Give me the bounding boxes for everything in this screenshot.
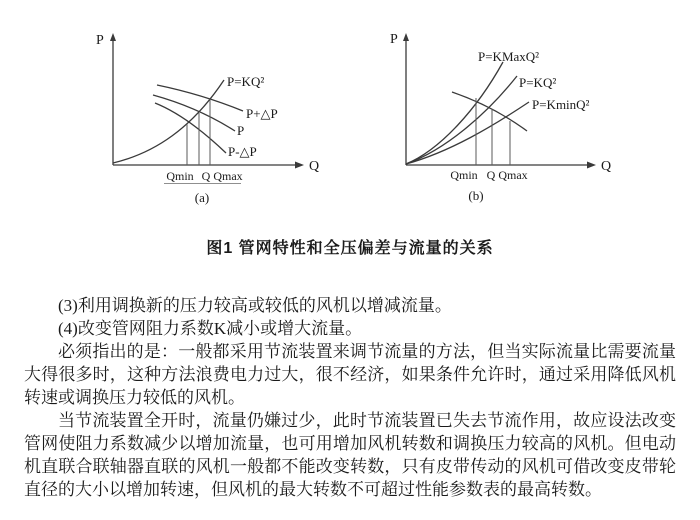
x-axis-label: Q [309, 159, 320, 174]
qmax-tick-label: Qmax [498, 168, 528, 182]
y-axis-label: P [96, 33, 104, 48]
qmin-tick-label: Qmin [166, 169, 194, 183]
qmax-tick-label: Qmax [213, 169, 243, 183]
fan-curve [452, 92, 527, 131]
network-curve-kmax [406, 62, 503, 164]
y-axis-arrow-icon [110, 33, 116, 41]
y-axis-label: P [390, 32, 398, 47]
q-tick-label: Q [201, 169, 211, 183]
kmax-curve-label: P=KMaxQ² [478, 49, 540, 64]
network-characteristic-curve [113, 80, 224, 163]
figure-panel-a [80, 10, 340, 210]
fan-curve-label: P [237, 123, 245, 138]
body-text [24, 294, 676, 501]
fan-plus-curve-label: P+△P [246, 106, 278, 121]
paragraph-full-open-note: 当节流装置全开时，流量仍嫌过少，此时节流装置已失去节流作用，故应设法改变管网使阻力系数减少以增加流量，也可用增加风机转数和调换压力较高的风机。但电动机直联合联轴器直联的风机一般都不能改变转数，只有皮带传动的风机可借改变皮带轮直径的大小以增加转速，但风机的最大转数不可超过性能参数表的最高转数。 [24, 411, 676, 499]
network-curve-label: P=KQ² [227, 74, 265, 89]
q-tick-label: Q [486, 168, 496, 182]
fan-curve-p-minus [155, 103, 226, 153]
figure-panel-b [380, 10, 640, 210]
kmin-curve-label: P=KminQ² [532, 97, 590, 112]
paragraph-item-3: (3)利用调换新的压力较高或较低的风机以增减流量。 [58, 296, 452, 315]
fan-minus-curve-label: P-△P [228, 144, 257, 159]
figure-1 [0, 0, 700, 210]
paragraph-item-4: (4)改变管网阻力系数K减小或增大流量。 [58, 319, 363, 338]
x-axis-label: Q [601, 159, 612, 174]
figure-caption: 图1 管网特性和全压偏差与流量的关系 [206, 240, 494, 257]
panel-b-tag: (b) [468, 188, 484, 203]
k-curve-label: P=KQ² [519, 75, 557, 90]
qmin-tick-label: Qmin [450, 168, 478, 182]
paragraph-throttling-note: 必须指出的是：一般都采用节流装置来调节流量的方法，但当实际流量比需要流量大得很多时，这种方法浪费电力过大，很不经济，如果条件允许时，通过采用降低风机转速或调换压力较低的风机。 [24, 342, 676, 407]
y-axis-arrow-icon [403, 33, 409, 41]
x-axis-arrow-icon [587, 162, 596, 169]
x-axis-arrow-icon [295, 162, 304, 169]
panel-a-tag: (a) [194, 190, 210, 205]
